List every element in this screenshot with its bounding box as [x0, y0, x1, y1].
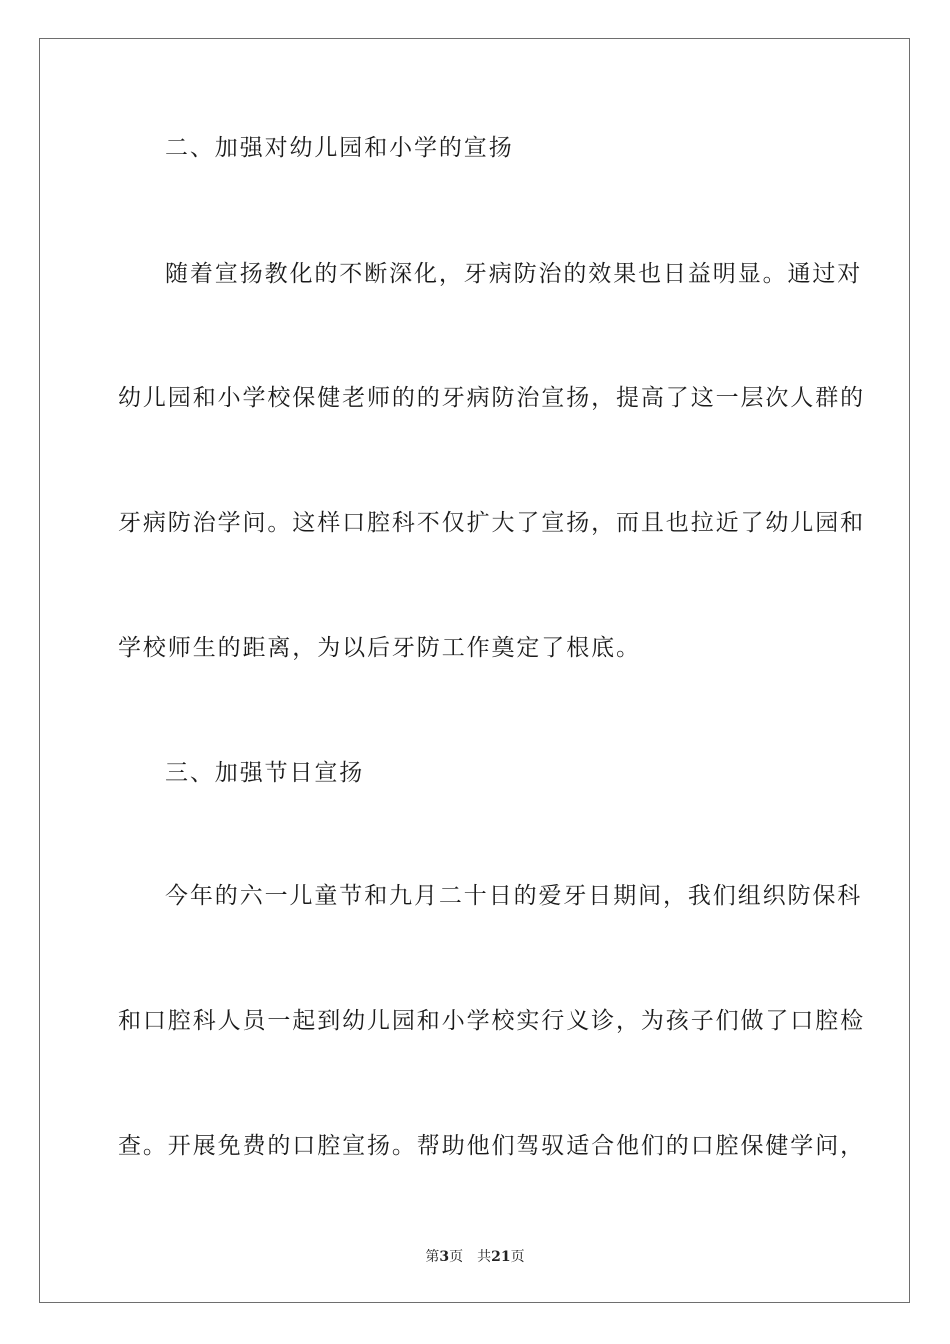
- paragraph-line: 随着宣扬教化的不断深化，牙病防治的效果也日益明显。通过对: [165, 261, 863, 287]
- page-border: [39, 38, 910, 1303]
- total-suffix: 页: [510, 1249, 525, 1265]
- section-heading-3: 三、加强节日宣扬: [165, 760, 365, 786]
- paragraph-line: 和口腔科人员一起到幼儿园和小学校实行义诊，为孩子们做了口腔检: [118, 1008, 865, 1034]
- page-prefix: 第: [425, 1249, 440, 1265]
- total-prefix: 共: [477, 1249, 492, 1265]
- page-footer: [0, 1247, 950, 1267]
- paragraph-line: 查。开展免费的口腔宣扬。帮助他们驾驭适合他们的口腔保健学问，: [118, 1133, 865, 1159]
- paragraph-line: 幼儿园和小学校保健老师的的牙病防治宣扬，提高了这一层次人群的: [118, 385, 865, 411]
- paragraph-line: 牙病防治学问。这样口腔科不仅扩大了宣扬，而且也拉近了幼儿园和: [118, 510, 865, 536]
- page-number: 3: [439, 1249, 450, 1265]
- section-heading-2: 二、加强对幼儿园和小学的宣扬: [165, 135, 514, 161]
- paragraph-line: 学校师生的距离，为以后牙防工作奠定了根底。: [118, 635, 641, 661]
- paragraph-line: 今年的六一儿童节和九月二十日的爱牙日期间，我们组织防保科: [165, 883, 863, 909]
- total-pages: 21: [491, 1249, 511, 1265]
- page-suffix: 页: [449, 1249, 464, 1265]
